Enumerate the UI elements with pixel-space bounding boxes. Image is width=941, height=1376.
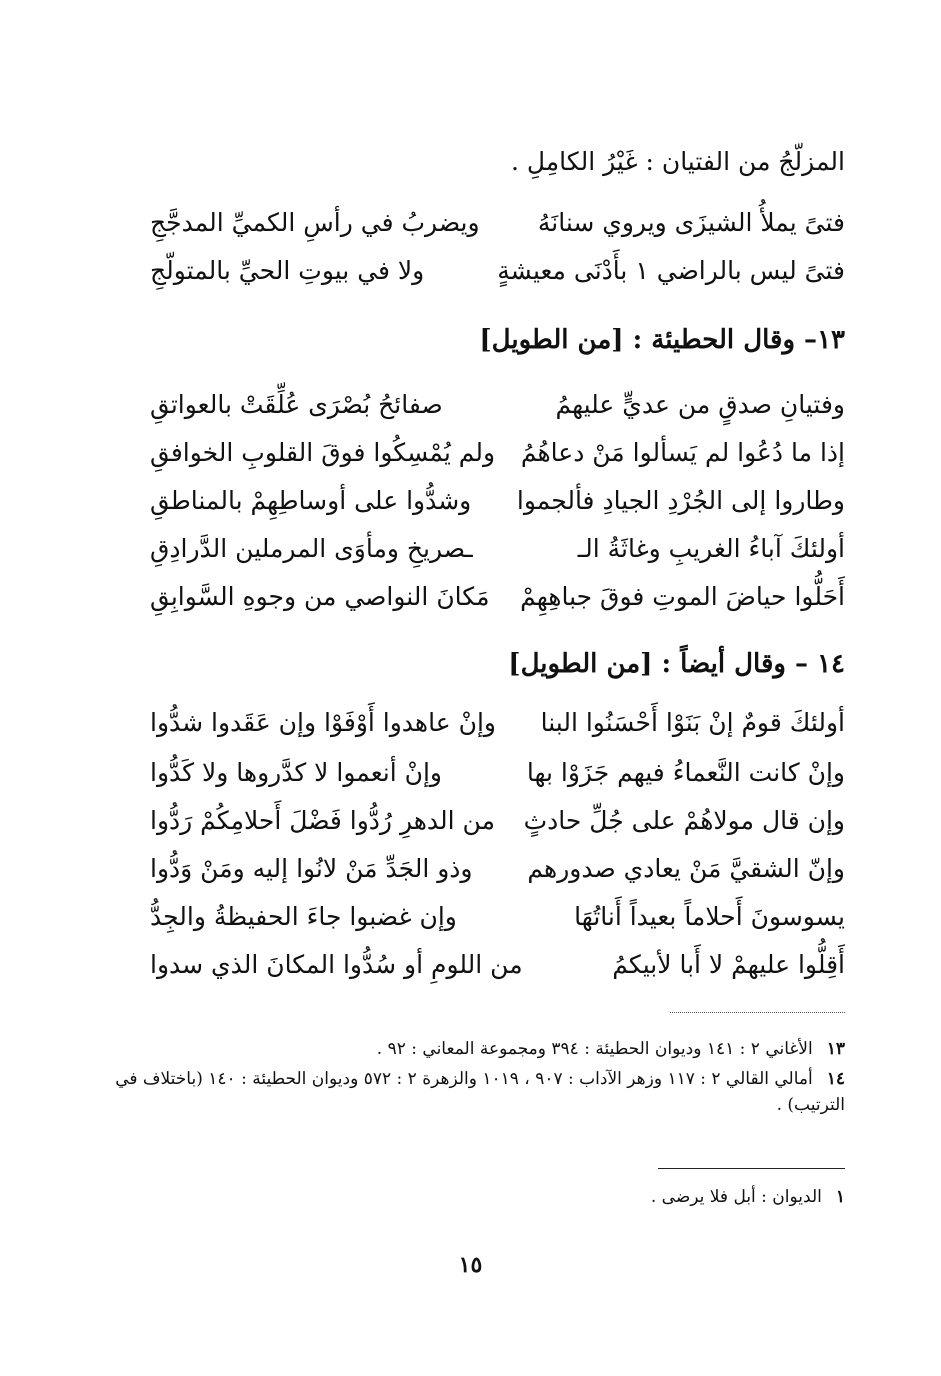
note-number: ١٣: [826, 1039, 845, 1059]
verse-second-hemistich: ـصريخِ ومأوَى المرملين الدَّرادِقِ: [150, 534, 473, 563]
footnote-divider: [658, 1168, 845, 1169]
verse-13-4: [150, 534, 845, 574]
verse-second-hemistich: وذو الجَدِّ مَنْ لانُوا إليه ومَنْ وَدُّوا: [150, 854, 473, 883]
verse-second-hemistich: من اللومِ أو سُدُّوا المكانَ الذي سدوا: [150, 950, 523, 979]
verse-first-hemistich: إذا ما دُعُوا لم يَسألوا مَنْ دعاهُمُ: [520, 438, 845, 467]
footnote-text: الديوان : أبل فلا يرضى .: [650, 1187, 822, 1207]
verse-first-hemistich: وإن قال مولاهُمْ على جُلِّ حادثٍ: [523, 806, 845, 835]
verse-first-hemistich: فتىً ليس بالراضي ١ بأَدْنَى معيشةٍ: [497, 256, 845, 285]
verse-14-6: [150, 950, 845, 990]
verse-12-2: [150, 256, 845, 296]
poem-14-heading: ١٤ – وقال أيضاً : [من الطويل]: [508, 649, 845, 679]
source-notes-divider: [670, 1012, 845, 1013]
note-text: أمالي القالي ٢ : ١١٧ وزهر الآداب : ٩٠٧ ، ١٠١٩ والزهرة ٢ : ٥٧٢ وديوان الحطيئة : ١٤٠ (باختلاف في الترتيب) .: [115, 1069, 845, 1115]
verse-first-hemistich: فتىً يملأُ الشيزَى ويروي سنانَهُ: [537, 208, 845, 237]
poem-13-heading: ١٣– وقال الحطيئة : [من الطويل]: [479, 325, 845, 355]
verse-13-1: [150, 390, 845, 430]
verse-first-hemistich: أَقِلُّوا عليهمْ لا أَبا لأبيكمُ: [612, 950, 845, 979]
verse-second-hemistich: ويضربُ في رأسِ الكميِّ المدجَّجِ: [150, 208, 480, 237]
verse-14-1: [150, 708, 845, 748]
note-text: الأغاني ٢ : ١٤١ وديوان الحطيئة : ٣٩٤ ومجموعة المعاني : ٩٢ .: [376, 1039, 813, 1059]
verse-14-5: [150, 902, 845, 942]
verse-14-4: [150, 854, 845, 894]
page-number: ١٥: [458, 1252, 483, 1278]
verse-first-hemistich: وإنْ كانت النَّعماءُ فيهم جَزَوْا بها: [526, 758, 845, 787]
verse-second-hemistich: وإنْ أنعموا لا كدَّروها ولا كَدُّوا: [150, 758, 442, 787]
verse-second-hemistich: وشدُّوا على أوساطِهِمْ بالمناطقِ: [150, 486, 472, 515]
verse-14-2: [150, 758, 845, 798]
source-note-14: [100, 1066, 845, 1118]
verse-13-5: [150, 582, 845, 622]
verse-12-1: [150, 208, 845, 248]
verse-second-hemistich: ولا في بيوتِ الحيِّ بالمتولّجِ: [150, 256, 425, 285]
verse-second-hemistich: مَكانَ النواصي من وجوهِ السَّوابِقِ: [150, 582, 490, 611]
verse-second-hemistich: وإن غضبوا جاءَ الحفيظةُ والجِدُّ: [150, 902, 457, 931]
verse-14-3: [150, 806, 845, 846]
verse-second-hemistich: ولم يُمْسِكُوا فوقَ القلوبِ الخوافقِ: [150, 438, 496, 467]
verse-first-hemistich: أولئكَ آباءُ الغريبِ وغاثَةُ الـ: [577, 534, 845, 563]
verse-13-3: [150, 486, 845, 526]
footnote-1: [100, 1184, 845, 1210]
verse-first-hemistich: وفتيانِ صدقٍ من عديٍّ عليهمُ: [555, 390, 845, 419]
verse-second-hemistich: من الدهرِ رُدُّوا فَضْلَ أَحلامِكُمْ رَدُّوا: [150, 806, 495, 835]
verse-first-hemistich: يسوسونَ أَحلاماً بعيداً أَناتُهَا: [574, 902, 845, 931]
verse-first-hemistich: وطاروا إلى الجُرْدِ الجيادِ فألجموا: [516, 486, 845, 515]
note-number: ١٤: [826, 1069, 845, 1089]
verse-first-hemistich: أَحَلُّوا حياضَ الموتِ فوقَ جباهِهِمْ: [520, 582, 845, 611]
footnote-number: ١: [835, 1187, 845, 1207]
verse-second-hemistich: صفائحُ بُصْرَى عُلِّقَتْ بالعواتقِ: [150, 390, 443, 419]
source-note-13: [100, 1036, 845, 1062]
verse-13-2: [150, 438, 845, 478]
verse-first-hemistich: أولئكَ قومٌ إنْ بَنَوْا أَحْسَنُوا البنا: [540, 708, 845, 737]
intro-line: المزلّجُ من الفتيان : غَيْرُ الكامِلِ .: [510, 147, 845, 176]
verse-first-hemistich: وإنّ الشقيَّ مَنْ يعادي صدورهم: [527, 854, 845, 883]
verse-second-hemistich: وإنْ عاهدوا أَوْفَوْا وإن عَقَدوا شدُّوا: [150, 708, 496, 737]
